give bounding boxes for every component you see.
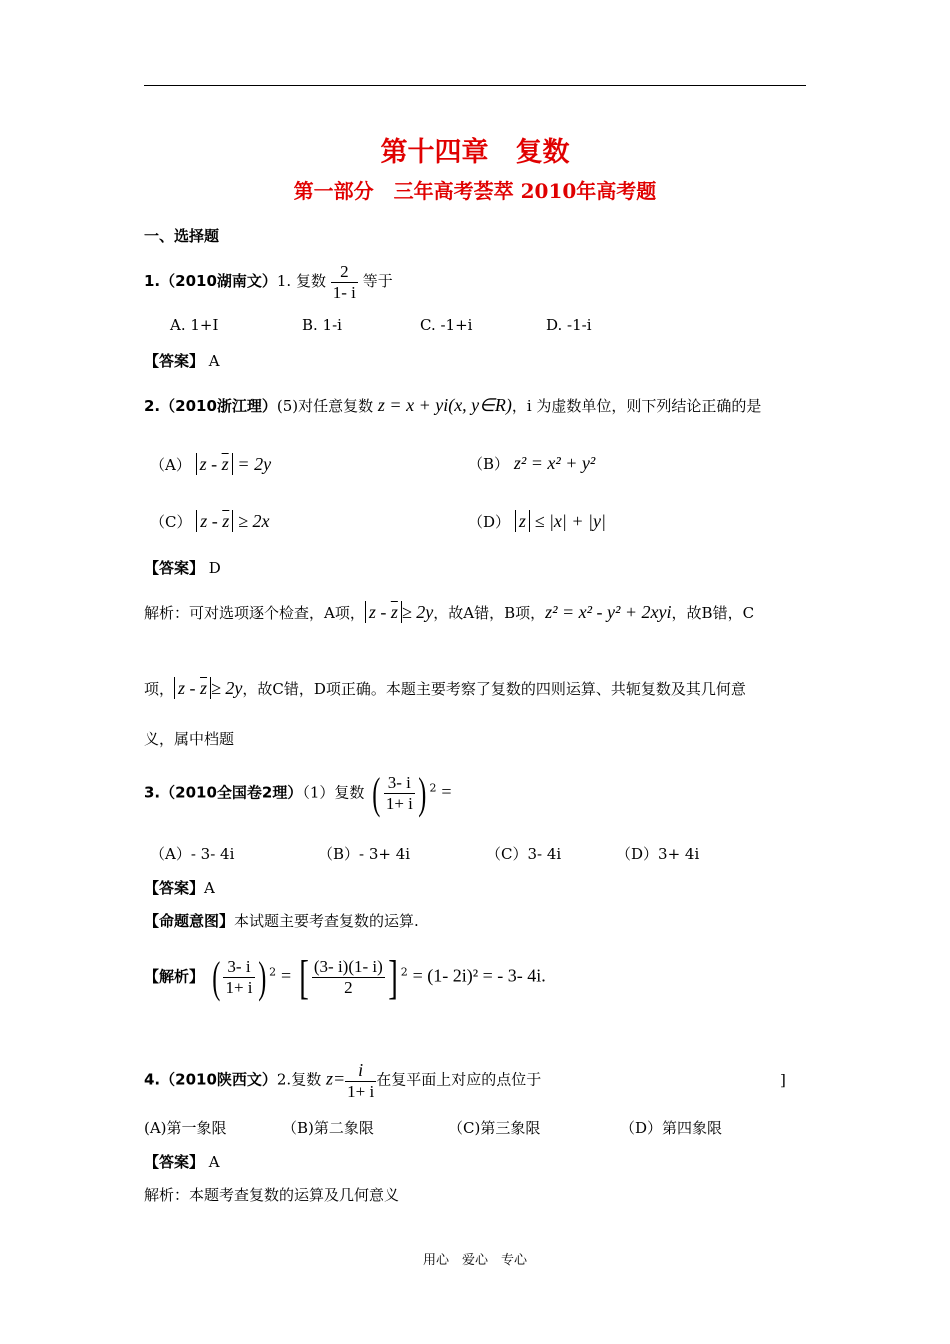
q2-explanation-line-2: 项， $z - \overline{z} \ge 2y$，故C错，D项正确。本题主要考察了复数的四则运算、共轭复数及其几何意 <box>144 678 746 698</box>
q1-option-b: B. 1-i <box>302 316 342 334</box>
q2-option-a: （A） $z - \overline{z} = 2y$ <box>150 454 272 474</box>
q4-answer-bracket: ] <box>780 1071 786 1089</box>
q3-answer: 【答案】A <box>144 879 215 897</box>
part-title: 第一部分 三年高考荟萃 2010年高考题 <box>293 179 657 203</box>
q4-option-b: （B)第二象限 <box>282 1119 374 1137</box>
q3-fraction: $\frac{3- i}{1+ i}$ <box>385 773 413 813</box>
question-1: 1.（2010湖南文）1. 复数 $\frac{2}{1- i}$ 等于 <box>144 262 393 302</box>
q2-explanation-line-1: 解析：可对选项逐个检查，A项， $z - \overline{z} \ge 2y$，故A错，B项，z² = x² - y² + 2xyi，故B错，C <box>144 602 755 622</box>
q1-answer: 【答案】 A <box>144 352 220 370</box>
q4-option-c: （C)第三象限 <box>448 1119 541 1137</box>
q4-option-a: (A)第一象限 <box>144 1119 227 1137</box>
q4-option-d: （D）第四象限 <box>620 1119 723 1137</box>
q3-option-a: （A）- 3- 4i <box>150 845 235 863</box>
q1-option-a: A. 1+I <box>170 316 219 334</box>
q2-option-c: （C） $z - \overline{z} \ge 2x$ <box>150 511 270 531</box>
q3-option-d: （D）3+ 4i <box>616 845 700 863</box>
q3-option-c: （C）3- 4i <box>486 845 562 863</box>
q2-answer: 【答案】 D <box>144 559 221 577</box>
page-footer: 用心 爱心 专心 <box>422 1253 527 1268</box>
q3-explanation: 【解析】 ( $\frac{3- i}{1+ i}$ ) $^2$ = [ $\frac{(3- i)(1- i)}{2}$ ] $^2$ = (1- 2i)² = - 3- 4i. <box>144 951 546 1004</box>
q1-option-c: C. -1+i <box>420 316 473 334</box>
q2-option-b: （B） z² = x² + y² <box>468 453 596 473</box>
q3-intent: 【命题意图】本试题主要考查复数的运算. <box>144 912 419 930</box>
q1-option-d: D. -1-i <box>546 316 592 334</box>
question-2: 2.（2010浙江理）(5)对任意复数 z = x + yi(x, y∈R)，i 为虚数单位，则下列结论正确的是 <box>144 395 762 415</box>
section-heading: 一、选择题 <box>144 227 220 245</box>
question-3: 3.（2010全国卷2理）（1）复数 ( $\frac{3- i}{1+ i}$ ) $^2$ = <box>144 769 452 818</box>
q4-explanation: 解析：本题考查复数的运算及几何意义 <box>144 1186 400 1204</box>
q3-option-b: （B）- 3+ 4i <box>318 845 411 863</box>
q4-fraction: $\frac{i}{1+ i}$ <box>347 1060 375 1101</box>
q2-option-d: （D） z ≤ |x| + |y| <box>468 511 606 531</box>
chapter-title: 第十四章 复数 <box>380 137 570 168</box>
question-4: 4.（2010陕西文）2.复数 z= $\frac{i}{1+ i}$ 在复平面上对应的点位于 <box>144 1060 542 1101</box>
header-rule <box>144 85 806 86</box>
q2-explanation-line-3: 义，属中档题 <box>144 730 235 748</box>
q1-fraction: $\frac{2}{1- i}$ <box>332 262 356 302</box>
q4-answer: 【答案】 A <box>144 1153 220 1171</box>
